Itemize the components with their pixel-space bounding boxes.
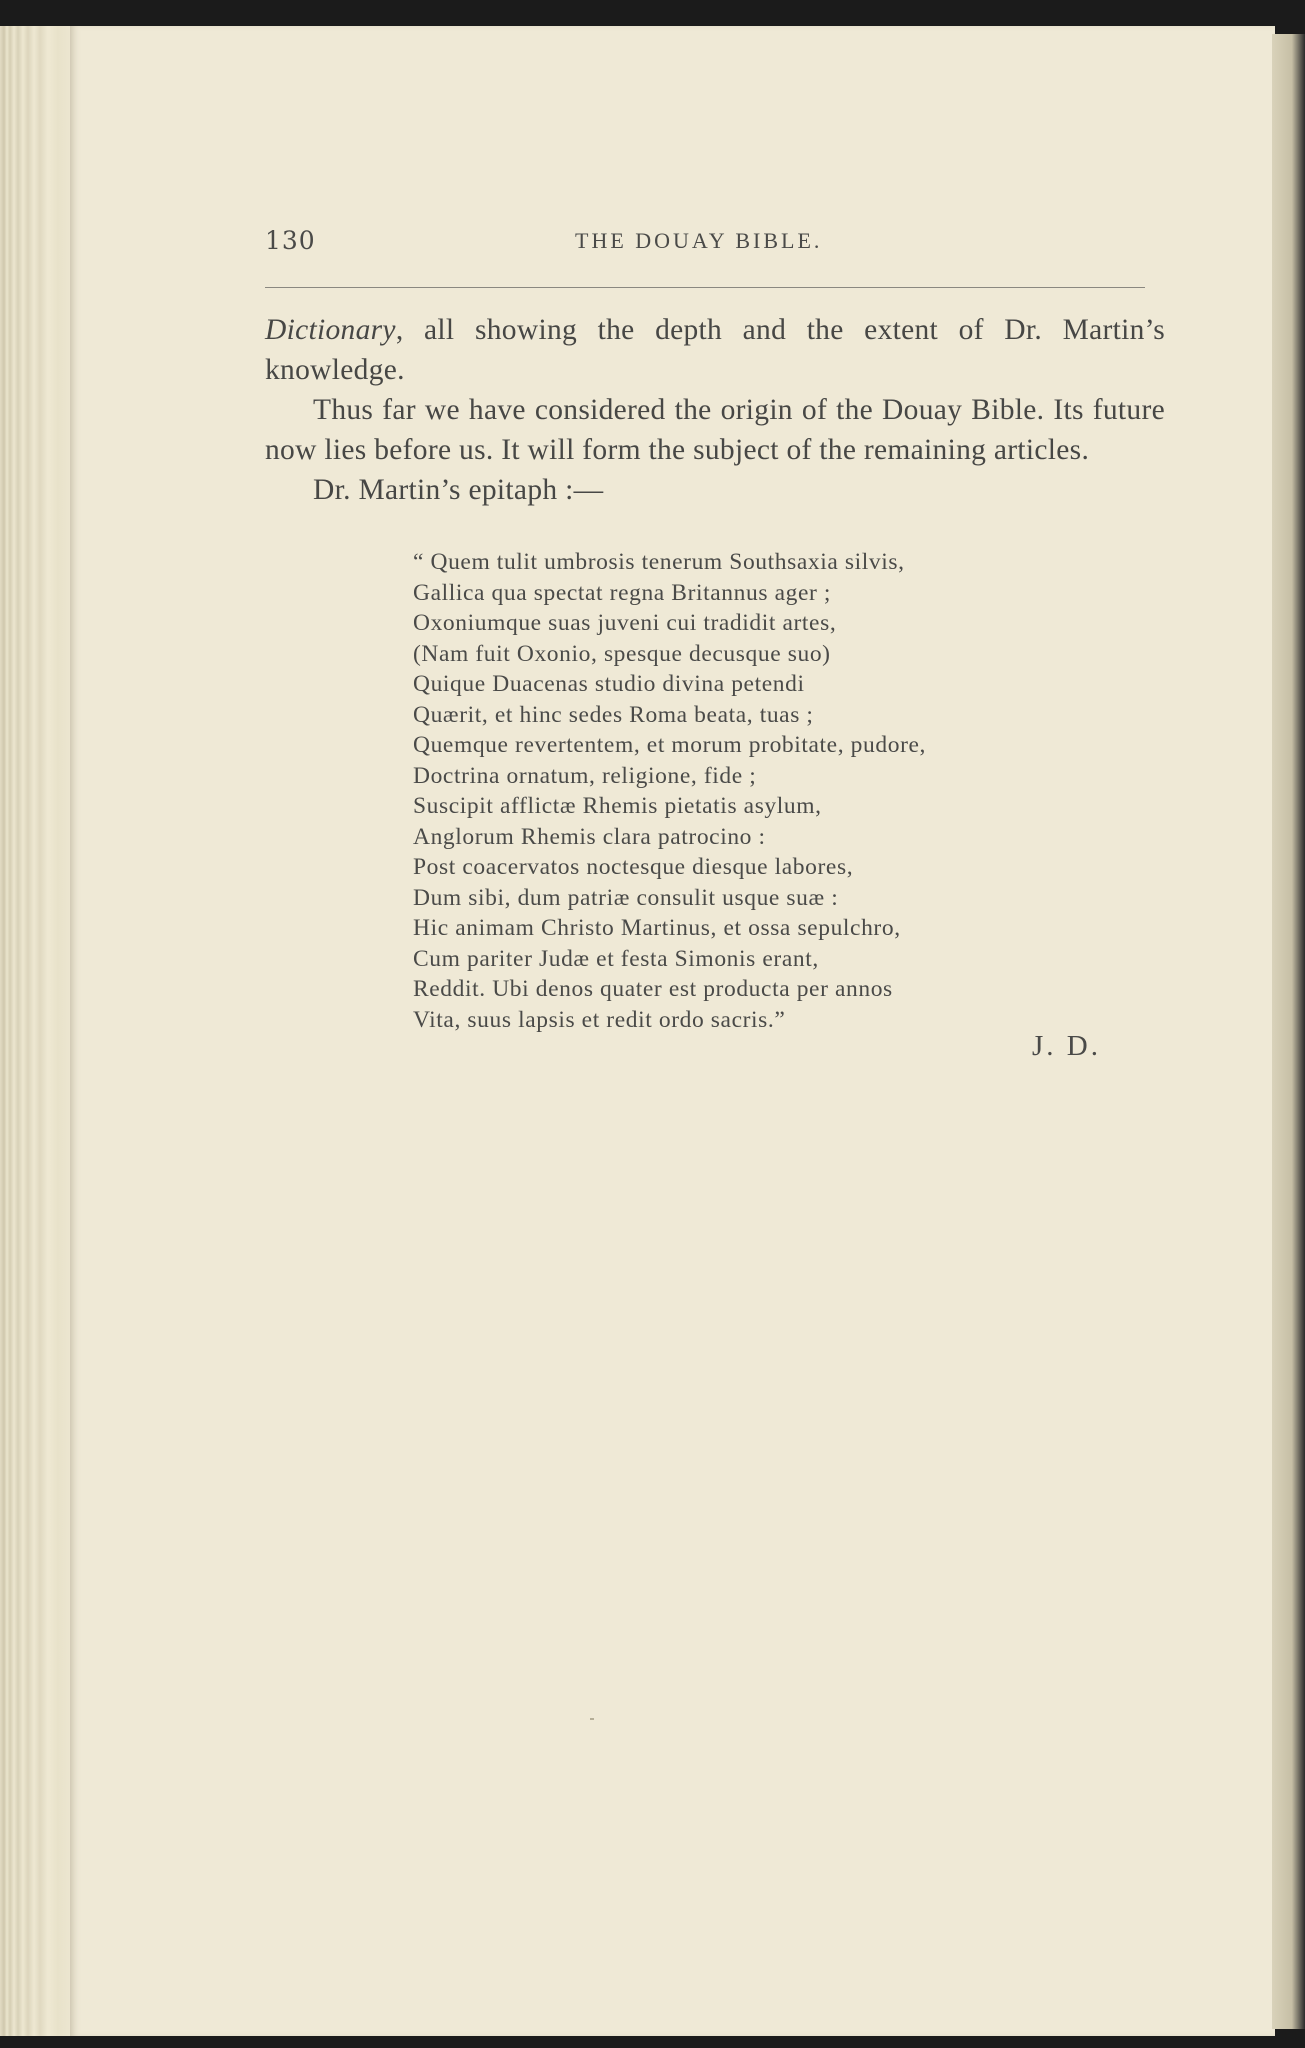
page-right-edge [1272,34,1305,2029]
verse-line: Quique Duacenas studio divina petendi [413,671,805,697]
verse-line: Gallica qua spectat regna Britannus ager ; [413,579,832,606]
running-title: THE DOUAY BIBLE. [575,228,823,253]
paragraph-2: Thus far we have considered the origin of the Douay Bible. Its future now lies before us. It will form the subject of the remaining articles. [265,394,1165,466]
verse-line: Oxoniumque suas juveni cui tradidit artes, [413,610,837,636]
verse-line: Anglorum Rhemis clara patrocino : [413,823,766,850]
verse-line: Hic animam Christo Martinus, et ossa sepulchro, [413,915,901,941]
paragraph-1 [265,310,1165,390]
verse-line: Post coacervatos noctesque diesque labores, [413,854,854,880]
verse-line: (Nam fuit Oxonio, spesque decusque suo) [413,640,831,667]
verse-line: Quærit, et hinc sedes Roma beata, tuas ; [413,701,814,728]
book-page-edges [0,26,80,2036]
dictionary-title: Dictionary [265,314,396,346]
verse-line: Vita, suus lapsis et redit ordo sacris.” [413,1006,786,1033]
verse-line: Doctrina ornatum, religione, fide ; [413,762,757,789]
paragraph-1-text: , all showing the depth and the extent of Dr. Martin’s knowledge. [265,314,1165,386]
epitaph-verse [413,547,1033,1035]
verse-line: Suscipit afflictæ Rhemis pietatis asylum, [413,793,822,819]
paper-speck [590,1718,594,1720]
verse-line: Cum pariter Judæ et festa Simonis erant, [413,945,819,972]
author-initials: J. D. [1032,1030,1101,1062]
verse-line: Dum sibi, dum patriæ consulit usque suæ : [413,884,839,911]
verse-line: “ Quem tulit umbrosis tenerum Southsaxia silvis, [413,549,905,575]
header-rule [265,287,1145,288]
paragraph-3: Dr. Martin’s epitaph :— [313,474,604,506]
verse-line: Quemque revertentem, et morum probitate, pudore, [413,732,926,758]
page-number: 130 [265,226,316,255]
verse-line: Reddit. Ubi denos quater est producta per annos [413,976,893,1002]
body-text [265,310,1165,510]
